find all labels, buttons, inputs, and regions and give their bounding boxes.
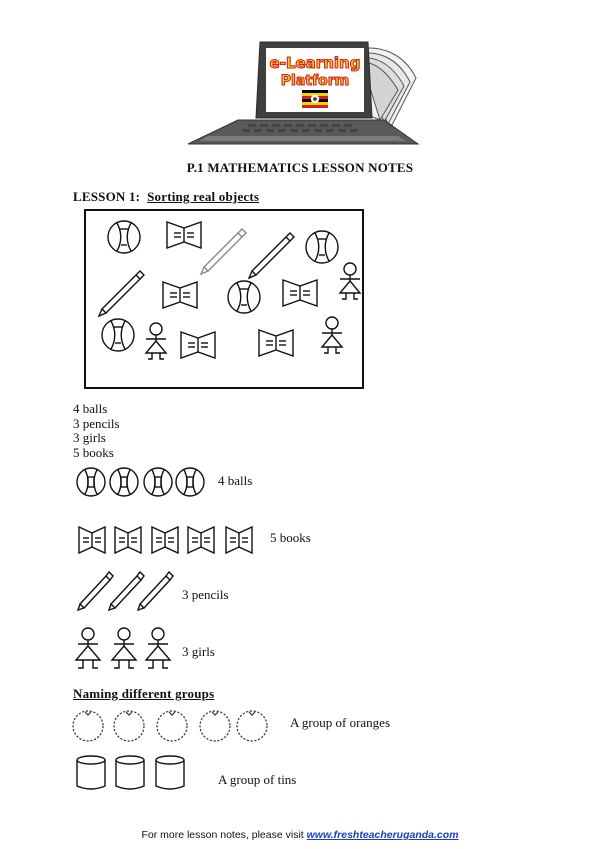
orange-icon [73,711,103,741]
ball-icon [108,221,140,253]
orange-icon [200,711,230,741]
orange-icon [237,711,267,741]
tin-icon [116,756,144,789]
count-item: 4 balls [73,401,108,416]
group-label: 3 pencils [182,587,229,602]
mixed-objects-box [84,209,364,389]
pencil-icon [99,271,144,316]
ball-icon [228,281,260,313]
footer-text: For more lesson notes, please visit [141,829,304,841]
page-title: P.1 MATHEMATICS LESSON NOTES [186,160,414,175]
uganda-flag-icon [302,90,328,108]
mixed-objects-drawing [86,211,366,391]
tin-icon [77,756,105,789]
book-icon [79,527,105,553]
girl-icon [322,317,342,353]
book-icon [115,527,141,553]
tin-icon [156,756,184,789]
book-icon [152,527,178,553]
group-label: A group of oranges [290,715,391,730]
lesson-label: LESSON 1: [73,189,141,204]
ball-icon [176,468,204,496]
footer [0,829,600,841]
footer-link[interactable]: www.freshteacheruganda.com [306,829,459,841]
girl-icon [146,628,170,668]
ball-icon [144,468,172,496]
girl-icon [76,628,100,668]
pencil-icon [78,572,113,610]
pencil-icon [109,572,144,610]
group-label: 4 balls [218,473,253,488]
book-icon [259,330,293,356]
group-books [76,524,260,561]
girl-icon [112,628,136,668]
book-icon [283,280,317,306]
pencil-icon [201,229,246,274]
ball-icon [77,468,105,496]
count-item: 3 pencils [73,415,120,431]
orange-icon [114,711,144,741]
group-label: 5 books [270,530,311,545]
group-balls [76,466,216,503]
lesson-topic: Sorting real objects [147,189,260,204]
pencil-icon [249,233,294,278]
book-icon [167,222,201,248]
group-label: 3 girls [182,644,215,659]
book-icon [226,527,252,553]
section-heading: Naming different groups [73,686,215,701]
count-item: 3 girls [73,430,106,445]
laptop-with-book-icon [178,40,423,150]
orange-icon [157,711,187,741]
logo-line-2: Platform [280,73,350,89]
group-oranges [70,706,276,751]
book-icon [181,332,215,358]
group-girls [72,626,176,677]
group-tins [74,754,194,799]
group-label: A group of tins [218,772,297,787]
book-icon [188,527,214,553]
platform-logo [178,40,423,150]
book-icon [163,282,197,308]
girl-icon [340,263,360,299]
ball-icon [306,231,338,263]
ball-icon [102,319,134,351]
logo-line-1: e-Learning [269,54,361,72]
count-item: 5 books [73,444,114,460]
lesson-heading [73,189,259,205]
group-pencils [76,568,180,617]
count-list [73,402,120,460]
girl-icon [146,323,166,359]
ball-icon [110,468,138,496]
